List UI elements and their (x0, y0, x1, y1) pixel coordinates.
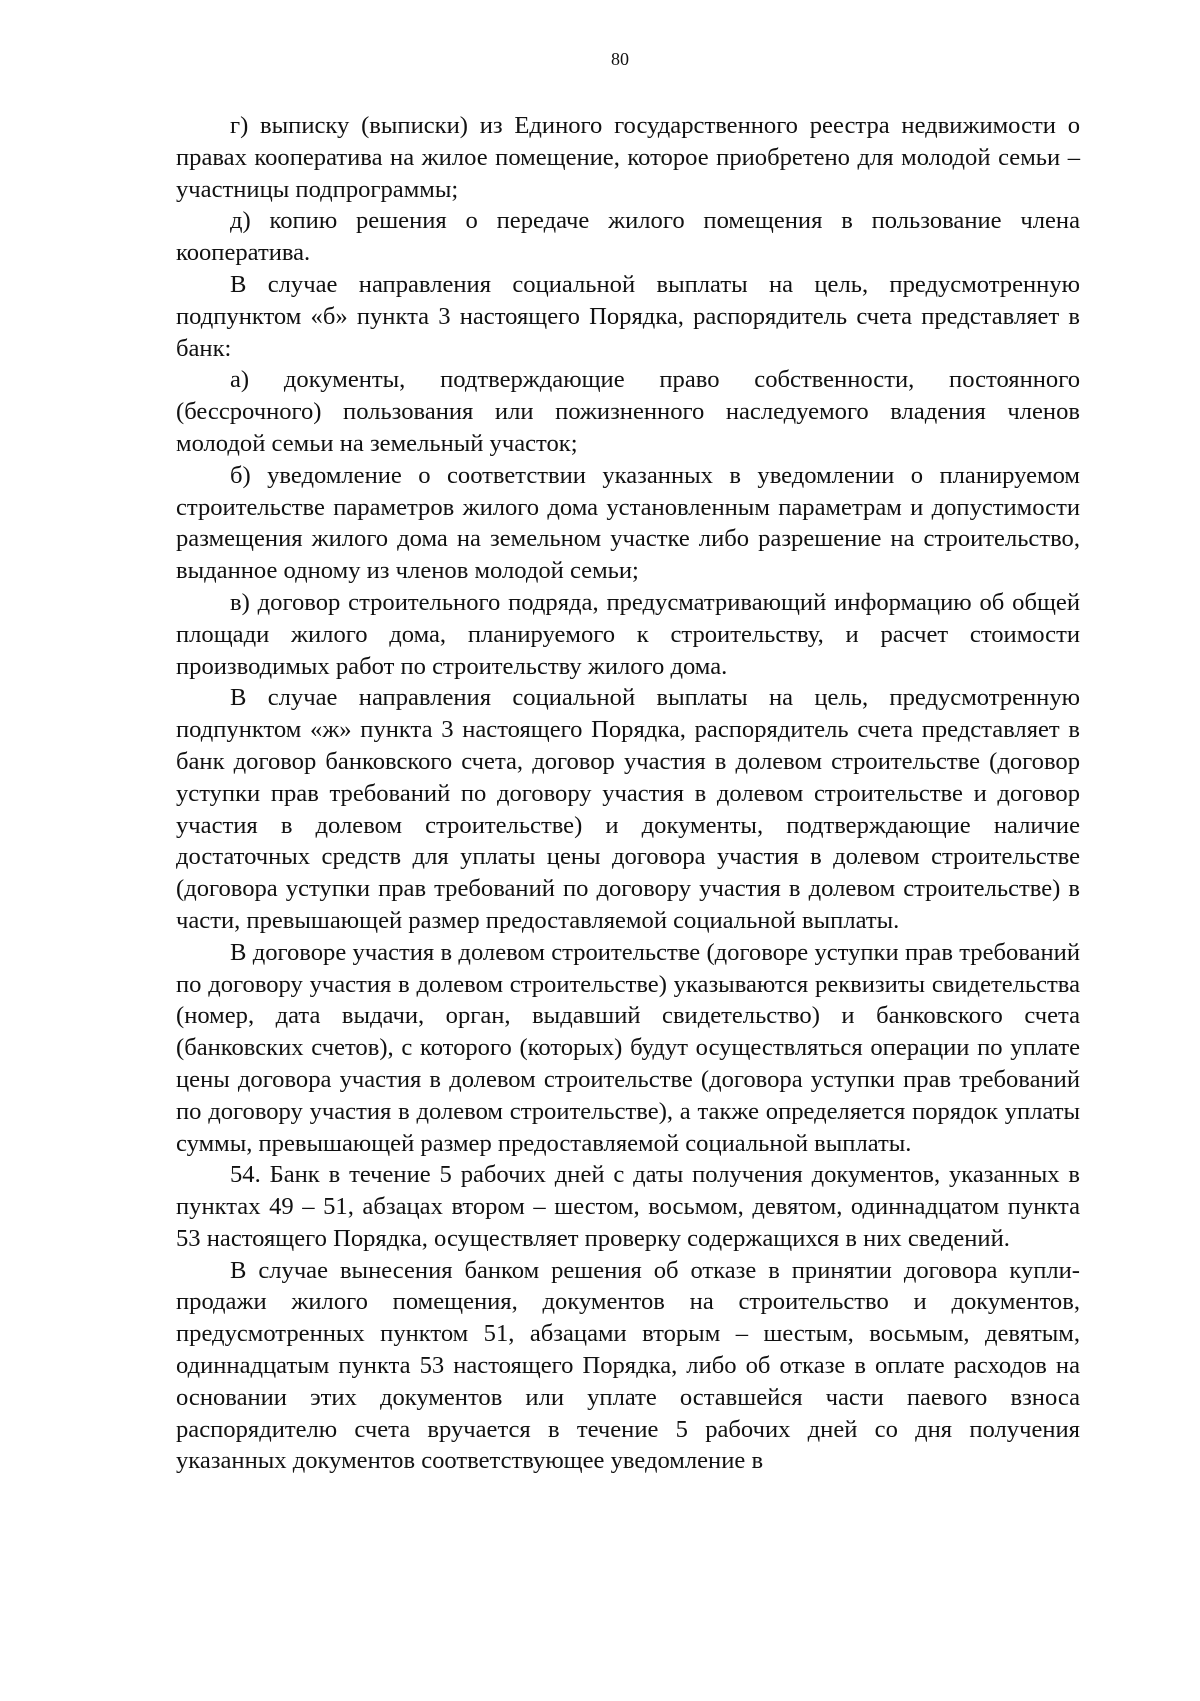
paragraph-item-b-construction-notice: б) уведомление о соответствии указанных в уведомлении о планируемом строительстве параметров жилого дома установленным параметрам и допустимости размещения жилого дома на земельном участке либо разрешение на строительство, выданное одному из членов молодой семьи; (176, 461, 1080, 585)
paragraph-item-d-decision-copy: д) копию решения о передаче жилого помещения в пользование члена кооператива. (176, 207, 1080, 267)
page-number: 80 (611, 49, 629, 69)
paragraph-shared-construction-contract-details: В договоре участия в долевом строительстве (договоре уступки прав требований по договору участия в долевом строительстве) указываются реквизиты свидетельства (номер, дата выдачи, орган, выдавший свидетельство) и банковского счета (банковских счетов), с которого (которых) будут осуществляться операции по уплате цены договора участия в долевом строительстве (договора уступки прав требований по договору участия в долевом строительстве), а также определяется порядок уплаты суммы, превышающей размер предоставляемой социальной выплаты. (176, 938, 1080, 1157)
document-body (176, 110, 1080, 1477)
paragraph-bank-refusal: В случае вынесения банком решения об отказе в принятии договора купли-продажи жилого помещения, документов на строительство и документов, предусмотренных пунктом 51, абзацами вторым – шестым, восьмым, девятым, одиннадцатым пункта 53 настоящего Порядка, либо об отказе в оплате расходов на основании этих документов или уплате оставшейся части паевого взноса распорядителю счета вручается в течение 5 рабочих дней со дня получения указанных документов соответствующее уведомление в (176, 1256, 1080, 1475)
paragraph-item-a-land-documents: а) документы, подтверждающие право собственности, постоянного (бессрочного) пользования или пожизненного наследуемого владения членов молодой семьи на земельный участок; (176, 366, 1080, 457)
paragraph-item-v-construction-contract: в) договор строительного подряда, предусматривающий информацию об общей площади жилого дома, планируемого к строительству, и расчет стоимости производимых работ по строительству жилого дома. (176, 588, 1080, 680)
paragraph-item-g-extract: г) выписку (выписки) из Единого государственного реестра недвижимости о правах кооператива на жилое помещение, которое приобретено для молодой семьи – участницы подпрограммы; (176, 112, 1080, 203)
paragraph-subparagraph-b-intro: В случае направления социальной выплаты на цель, предусмотренную подпунктом «б» пункта 3 настоящего Порядка, распорядитель счета представляет в банк: (176, 270, 1080, 362)
paragraph-subparagraph-zh-shared-construction: В случае направления социальной выплаты на цель, предусмотренную подпунктом «ж» пункта 3 настоящего Порядка, распорядитель счета представляет в банк договор банковского счета, договор участия в долевом строительстве (договор уступки прав требований по договору участия в долевом строительстве и договор участия в долевом строительстве) и документы, подтверждающие наличие достаточных средств для уплаты цены договора участия в долевом строительстве (договора уступки прав требований по договору участия в долевом строительстве) в части, превышающей размер предоставляемой социальной выплаты. (176, 684, 1080, 934)
paragraph-clause-54-bank-check: 54. Банк в течение 5 рабочих дней с даты получения документов, указанных в пунктах 49 – 51, абзацах втором – шестом, восьмом, девятом, одиннадцатом пункта 53 настоящего Порядка, осуществляет проверку содержащихся в них сведений. (176, 1161, 1080, 1252)
